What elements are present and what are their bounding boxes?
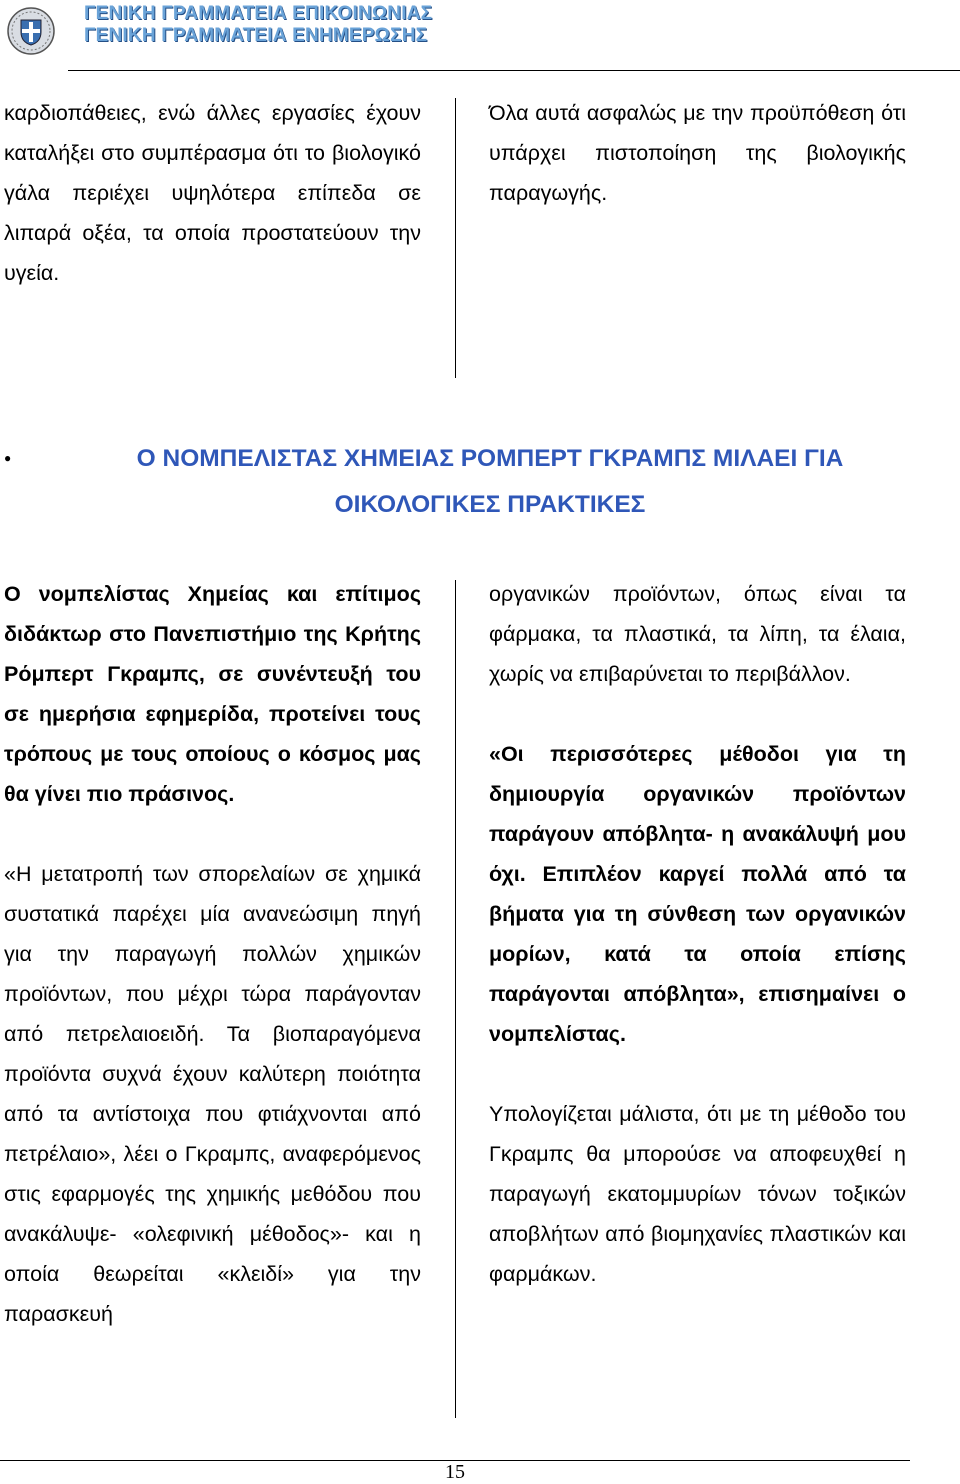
header-line-2: ΓΕΝΙΚΗ ΓΡΑΜΜΑΤΕΙΑ ΕΝΗΜΕΡΩΣΗΣ [84,25,428,46]
column-divider [455,580,456,1418]
paragraph: Υπολογίζεται μάλιστα, ότι με τη μέθοδο του Γκραμπς θα μπορούσε να αποφευχθεί η παραγωγή εκατομμυρίων τόνων τοξικών αποβλήτων από βιομηχανίες πλαστικών και φαρμάκων. [489,1102,906,1286]
article-left-column [4,574,421,1334]
paragraph: οργανικών προϊόντων, όπως είναι τα φάρμακα, τα πλαστικά, τα λίπη, τα έλαια, χωρίς να επιβαρύνεται το περιβάλλον. [489,582,906,686]
bullet-icon: ● [4,451,12,465]
header-line-1: ΓΕΝΙΚΗ ΓΡΑΜΜΑΤΕΙΑ ΕΠΙΚΟΙΝΩΝΙΑΣ [84,3,433,24]
top-left-column [4,93,421,293]
paragraph: καρδιοπάθειες, ενώ άλλες εργασίες έχουν καταλήξει στο συμπέρασμα ότι το βιολογικό γάλα περιέχει υψηλότερα επίπεδα σε λιπαρά οξέα, τα οποία προστατεύουν την υγεία. [4,101,421,285]
paragraph: Όλα αυτά ασφαλώς με την προϋπόθεση ότι υπάρχει πιστοποίηση της βιολογικής παραγωγής. [489,101,906,205]
greek-coat-of-arms-icon [6,6,56,56]
quote-paragraph: «Οι περισσότερες μέθοδοι για τη δημιουργία οργανικών προϊόντων παράγουν απόβλητα- η ανακάλυψή μου όχι. Επιπλέον καργεί πολλά από τα βήματα για τη σύνθεση των οργανικών μορίων, κατά τα οποία επίσης παράγονται απόβλητα», επισημαίνει ο νομπελίστας. [489,742,906,1046]
column-divider [455,98,456,378]
heading-line-2: ΟΙΚΟΛΟΓΙΚΕΣ ΠΡΑΚΤΙΚΕΣ [334,491,646,518]
article-right-column [489,574,906,1294]
paragraph: «Η μετατροπή των σπορελαίων σε χημικά συστατικά παρέχει μία ανανεώσιμη πηγή για την παραγωγή πολλών χημικών προϊόντων, που μέχρι τώρα παράγονταν από πετρελαιοειδή. Τα βιοπαραγόμενα προϊόντα συχνά έχουν καλύτερη ποιότητα από τα αντίστοιχα που φτιάχνονται από πετρέλαιο», λέει ο Γκραμπς, αναφερόμενος στις εφαρμογές της χημικής μεθόδου που ανακάλυψε- «ολεφινική μέθοδος»- και η οποία θεωρείται «κλειδί» για την παρασκευή [4,862,421,1326]
top-right-column [489,93,906,213]
intro-paragraph: Ο νομπελίστας Χημείας και επίτιμος διδάκτωρ στο Πανεπιστήμιο της Κρήτης Ρόμπερτ Γκραμπς, σε συνέντευξή του σε ημερήσια εφημερίδα, προτείνει τους τρόπους με τους οποίους ο κόσμος μας θα γίνει πιο πράσινος. [4,582,421,806]
article-heading [40,436,940,528]
heading-line-1: Ο ΝΟΜΠΕΛΙΣΤΑΣ ΧΗΜΕΙΑΣ ΡΟΜΠΕΡΤ ΓΚΡΑΜΠΣ ΜΙΛΑΕΙ ΓΙΑ [136,445,844,472]
header-divider [68,70,960,71]
page-number: 15 [445,1461,465,1483]
